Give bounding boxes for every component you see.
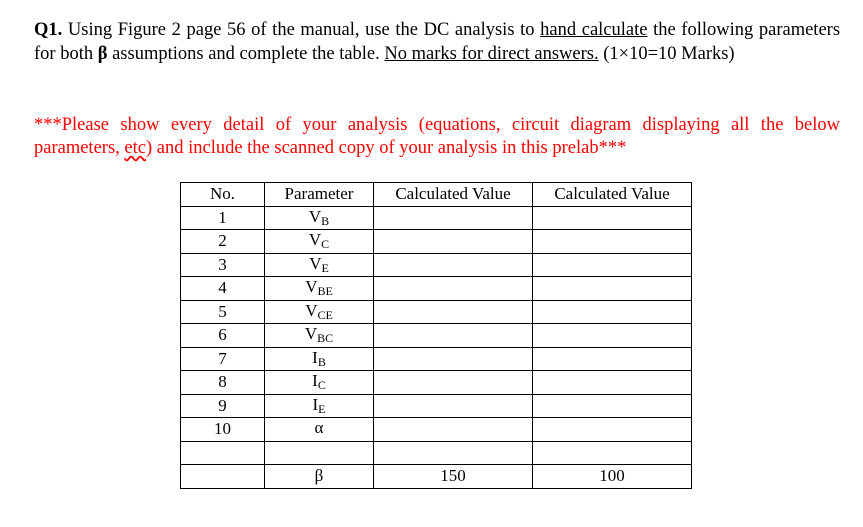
value-cell-1[interactable] bbox=[374, 253, 533, 277]
table-row bbox=[181, 277, 692, 301]
value-cell-1[interactable] bbox=[374, 418, 533, 442]
row-number: 1 bbox=[181, 206, 265, 230]
no-direct-answers-emphasis: No marks for direct answers. bbox=[384, 44, 599, 64]
value-cell-2[interactable] bbox=[533, 418, 692, 442]
row-number-empty bbox=[181, 465, 265, 489]
table-row bbox=[181, 300, 692, 324]
row-parameter: $V_{BC}$ bbox=[265, 324, 374, 348]
row-parameter: $V_B$ bbox=[265, 206, 374, 230]
beta-value-1: 150 bbox=[374, 465, 533, 489]
question-number: Q1. bbox=[34, 20, 63, 40]
table-row bbox=[181, 418, 692, 442]
header-no: No. bbox=[181, 183, 265, 207]
table-header-row bbox=[181, 183, 692, 207]
note-etc: etc bbox=[124, 138, 146, 158]
row-number: 4 bbox=[181, 277, 265, 301]
row-parameter: $I_C$ bbox=[265, 371, 374, 395]
value-cell-2[interactable] bbox=[533, 253, 692, 277]
value-cell-2[interactable] bbox=[533, 347, 692, 371]
row-number: 6 bbox=[181, 324, 265, 348]
note-text-part: ***Please show every detail of your analysis (equations, circuit diagram displaying all the below parameters, bbox=[34, 115, 840, 158]
header-calculated-value-1: Calculated Value bbox=[374, 183, 533, 207]
table-row bbox=[181, 371, 692, 395]
table-row-spacer bbox=[181, 441, 692, 465]
header-parameter: Parameter bbox=[265, 183, 374, 207]
spacer-cell bbox=[181, 441, 265, 465]
row-parameter: $V_{CE}$ bbox=[265, 300, 374, 324]
table-row bbox=[181, 347, 692, 371]
row-number: 7 bbox=[181, 347, 265, 371]
value-cell-2[interactable] bbox=[533, 277, 692, 301]
spacer-cell bbox=[265, 441, 374, 465]
value-cell-2[interactable] bbox=[533, 230, 692, 254]
value-cell-2[interactable] bbox=[533, 300, 692, 324]
table-row bbox=[181, 324, 692, 348]
question-marks: (1×10=10 Marks) bbox=[598, 44, 735, 64]
table-row bbox=[181, 253, 692, 277]
row-number: 2 bbox=[181, 230, 265, 254]
row-number: 5 bbox=[181, 300, 265, 324]
table-row bbox=[181, 394, 692, 418]
row-number: 8 bbox=[181, 371, 265, 395]
value-cell-2[interactable] bbox=[533, 394, 692, 418]
value-cell-1[interactable] bbox=[374, 206, 533, 230]
row-parameter: $V_{BE}$ bbox=[265, 277, 374, 301]
spacer-cell bbox=[533, 441, 692, 465]
table-body bbox=[181, 206, 692, 488]
instruction-note bbox=[34, 114, 840, 160]
question-text-part: assumptions and complete the table. bbox=[107, 44, 385, 64]
table-row-beta bbox=[181, 465, 692, 489]
row-parameter: $V_C$ bbox=[265, 230, 374, 254]
value-cell-2[interactable] bbox=[533, 324, 692, 348]
hand-calculate-emphasis: hand calculate bbox=[540, 20, 648, 40]
row-number: 9 bbox=[181, 394, 265, 418]
table-row bbox=[181, 206, 692, 230]
row-number: 3 bbox=[181, 253, 265, 277]
spacer-cell bbox=[374, 441, 533, 465]
parameters-table bbox=[180, 182, 692, 489]
value-cell-1[interactable] bbox=[374, 324, 533, 348]
row-parameter: $I_B$ bbox=[265, 347, 374, 371]
row-parameter: α bbox=[265, 418, 374, 442]
table-row bbox=[181, 230, 692, 254]
row-parameter: $I_E$ bbox=[265, 394, 374, 418]
beta-value-2: 100 bbox=[533, 465, 692, 489]
value-cell-1[interactable] bbox=[374, 300, 533, 324]
value-cell-2[interactable] bbox=[533, 206, 692, 230]
value-cell-1[interactable] bbox=[374, 277, 533, 301]
value-cell-2[interactable] bbox=[533, 371, 692, 395]
row-parameter: $V_E$ bbox=[265, 253, 374, 277]
question-text bbox=[34, 18, 840, 66]
value-cell-1[interactable] bbox=[374, 347, 533, 371]
question-text-part: Using Figure 2 page 56 of the manual, use the DC analysis to bbox=[62, 20, 541, 40]
row-number: 10 bbox=[181, 418, 265, 442]
beta-symbol: β bbox=[97, 44, 108, 64]
value-cell-1[interactable] bbox=[374, 230, 533, 254]
note-text-part: ) and include the scanned copy of your analysis in this prelab*** bbox=[145, 138, 627, 158]
value-cell-1[interactable] bbox=[374, 394, 533, 418]
value-cell-1[interactable] bbox=[374, 371, 533, 395]
row-parameter-beta: β bbox=[265, 465, 374, 489]
header-calculated-value-2: Calculated Value bbox=[533, 183, 692, 207]
question-text-part: the following parameters for both bbox=[34, 20, 841, 64]
